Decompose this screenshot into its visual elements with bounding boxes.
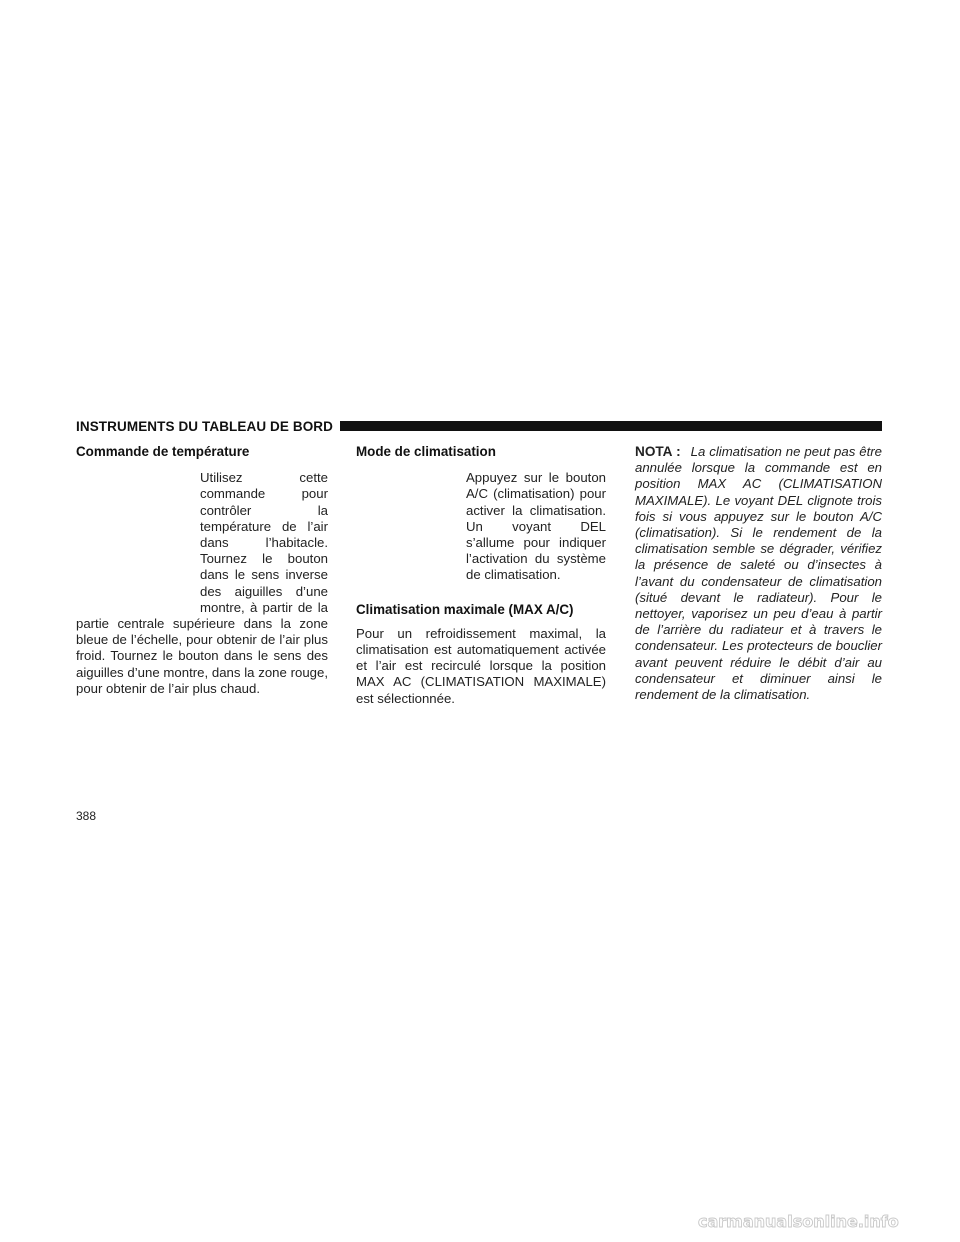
- column-temperature: [76, 444, 328, 697]
- heading-climatisation: Mode de climatisation: [356, 444, 496, 459]
- paragraph-max-ac: Pour un refroidissement maximal, la climatisation est automatiquement activée et l’air est recirculé lorsque la position MAX AC (CLIMATISATION MAXIMALE) est sélectionnée.: [356, 625, 606, 706]
- paragraph-temperature: Utilisez cette commande pour contrôler la température de l’air dans l’habitacle. Tournez le bouton dans le sens inverse des aiguilles d’une montre, à partir de la partie centrale supérieure dans la zone bleue de l’échelle, pour obtenir de l’air plus froid. Tournez le bouton dans le sens des aiguilles d’une montre, dans la zone rouge, pour obtenir de l’air plus chaud.: [76, 470, 328, 696]
- header-rule: [340, 421, 882, 431]
- ac-icon-space: [356, 470, 466, 582]
- page-number: 388: [76, 809, 97, 823]
- paragraph-climatisation: Appuyez sur le bouton A/C (climatisation) pour activer la climatisation. Un voyant DEL s’allume pour indiquer l’activation du système de climatisation.: [466, 470, 606, 583]
- column-nota: [635, 444, 882, 703]
- heading-max-ac: Climatisation maximale (MAX A/C): [356, 601, 574, 617]
- svg-text:carmanualsonline.info: carmanualsonline.info: [698, 1212, 899, 1231]
- temperature-icon-space: [76, 470, 200, 614]
- heading-temperature: Commande de température: [76, 444, 250, 459]
- watermark-logo: [698, 1212, 948, 1232]
- nota-label: NOTA :: [635, 444, 681, 459]
- header-title: INSTRUMENTS DU TABLEAU DE BORD: [76, 418, 333, 434]
- nota-block: [635, 444, 882, 703]
- nota-text: La climatisation ne peut pas être annulée lorsque la commande est en position MAX AC (CLIMATISATION MAXIMALE). Le voyant DEL clignote trois fois si vous appuyez sur le bouton A/C (climatisation). Si le rendement de la climatisation semble se dégrader, vérifiez la présence de saleté ou d’insectes à l’avant du condensateur de climatisation (situé devant le radiateur). Pour le nettoyer, vaporisez un peu d’eau à partir de l’arrière du radiateur et à travers le condensateur. Les protecteurs de bouclier avant peuvent réduire le débit d’air au condensateur et diminuer ainsi le rendement de la climatisation.: [635, 444, 882, 703]
- column-climatisation: [356, 444, 606, 707]
- page-header: [76, 417, 882, 435]
